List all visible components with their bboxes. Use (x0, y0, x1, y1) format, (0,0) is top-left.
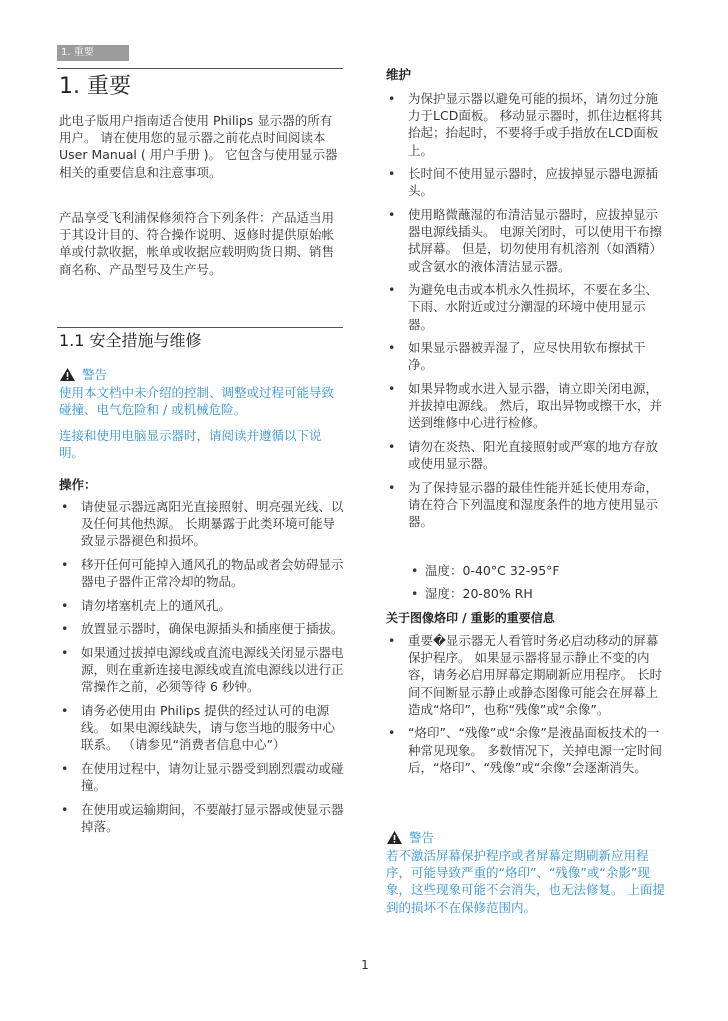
warning2-heading (386, 829, 434, 846)
list-item: • 为保护显示器以避免可能的损坏，请勿过分施力于LCD面板。 移动显示器时，抓住边框将其抬起；抬起时，不要将手或手指放在LCD面板上。 (386, 90, 668, 159)
list-item: • “烙印”、“残像”或“余像”是液晶面板技术的一种常见现象。 多数情况下，关掉电源一定时间后，“烙印”、“残像”或“余像”会逐渐消失。 (386, 724, 668, 776)
warning-icon (59, 367, 76, 382)
list-item: • 放置显示器时，确保电源插头和插座便于插拔。 (59, 620, 345, 637)
section-title: 1.1 安全措施与维修 (59, 331, 202, 350)
warning-icon (386, 830, 403, 845)
list-item: • 在使用过程中，请勿让显示器受到剧烈震动或碰撞。 (59, 760, 345, 794)
list-item: • 为了保持显示器的最佳性能并延长使用寿命，请在符合下列温度和湿度条件的地方使用显示器。 (386, 479, 668, 531)
list-item: • 请勿在炎热、阳光直接照射或严寒的地方存放或使用显示器。 (386, 438, 668, 472)
header-tab: 1. 重要 (57, 45, 129, 61)
list-item: • 如果显示器被弄湿了，应尽快用软布擦拭干净。 (386, 339, 668, 373)
list-item: • 重要�显示器无人看管时务必启动移动的屏幕保护程序。 如果显示器将显示静止不变的内容，请务必启用屏幕定期刷新应用程序。 长时间不间断显示静止或静态图像可能会在屏幕上造成“烙印”，也称“残像”或“余像”。 (386, 632, 668, 718)
list-item: • 使用略微蘸湿的布清洁显示器时，应拔掉显示器电源线插头。 电源关闭时，可以使用干布擦拭屏幕。 但是，切勿使用有机溶剂（如酒精）或含氨水的液体清洁显示器。 (386, 206, 668, 275)
page-number: 1 (361, 958, 369, 972)
list-item: • 如果通过拔掉电源线或直流电源线关闭显示器电源，则在重新连接电源线或直流电源线以进行正常操作之前，必须等待 6 秒钟。 (59, 644, 345, 696)
list-item: • 请务必使用由 Philips 提供的经过认可的电源线。 如果电源线缺失，请与您当地的服务中心联系。 （请参见“消费者信息中心”） (59, 702, 345, 754)
list-item: • 请勿堵塞机壳上的通风孔。 (59, 597, 345, 614)
warning2-label: 警告 (409, 830, 435, 845)
section-rule (57, 327, 343, 328)
list-item: • 为避免电击或本机永久性损坏，不要在多尘、下雨、水附近或过分潮湿的环境中使用显示器。 (386, 281, 668, 333)
intro-paragraph-1: 此电子版用户指南适合使用 Philips 显示器的所有用户。 请在使用您的显示器之前花点时间阅读本 User Manual ( 用户手册 )。 它包含与使用显示器相关的重要信息和注意事项。 (59, 113, 338, 180)
condition-humidity: • 湿度：20-80% RH (409, 585, 659, 602)
list-item: • 长时间不使用显示器时，应拔掉显示器电源插头。 (386, 165, 668, 199)
burnin-label: 关于图像烙印 / 重影的重要信息 (386, 611, 555, 625)
list-item: • 移开任何可能掉入通风孔的物品或者会妨碍显示器电子器件正常冷却的物品。 (59, 556, 345, 590)
operation-label: 操作： (59, 477, 97, 492)
warning-text-1: 使用本文档中未介绍的控制、调整或过程可能导致碰撞、电气危险和 / 或机械危险。 (59, 385, 335, 418)
warning-text-2: 连接和使用电脑显示器时，请阅读并遵循以下说明。 (59, 428, 322, 461)
warning-label: 警告 (82, 367, 108, 382)
condition-temperature: • 温度：0-40°C 32-95°F (409, 562, 659, 579)
warning-heading (59, 366, 107, 383)
burnin-list (386, 632, 668, 782)
conditions-list (409, 562, 659, 608)
maintenance-label: 维护 (386, 67, 412, 82)
list-item: • 如果异物或水进入显示器，请立即关闭电源，并拔掉电源线。 然后，取出异物或擦干水，并送到维修中心进行检修。 (386, 380, 668, 432)
operation-list (59, 498, 345, 842)
maintenance-list (386, 90, 668, 537)
list-item: • 请使显示器远离阳光直接照射、明亮强光线、以及任何其他热源。 长期暴露于此类环境可能导致显示器褪色和损坏。 (59, 498, 345, 550)
intro-paragraph-2: 产品享受飞利浦保修须符合下列条件：产品适当用于其设计目的、符合操作说明、返修时提供原始帐单或付款收据，帐单或收据应载明购货日期、销售商名称、产品型号及生产号。 (59, 210, 335, 277)
title-rule (57, 68, 343, 69)
list-item: • 在使用或运输期间，不要敲打显示器或使显示器掉落。 (59, 801, 345, 835)
warning2-text: 若不激活屏幕保护程序或者屏幕定期刷新应用程序，可能导致严重的“烙印”、“残像”或“余影”现象，这些现象可能不会消失，也无法修复。 上面提到的损坏不在保修范围内。 (386, 848, 665, 915)
page-title: 1. 重要 (59, 74, 131, 99)
